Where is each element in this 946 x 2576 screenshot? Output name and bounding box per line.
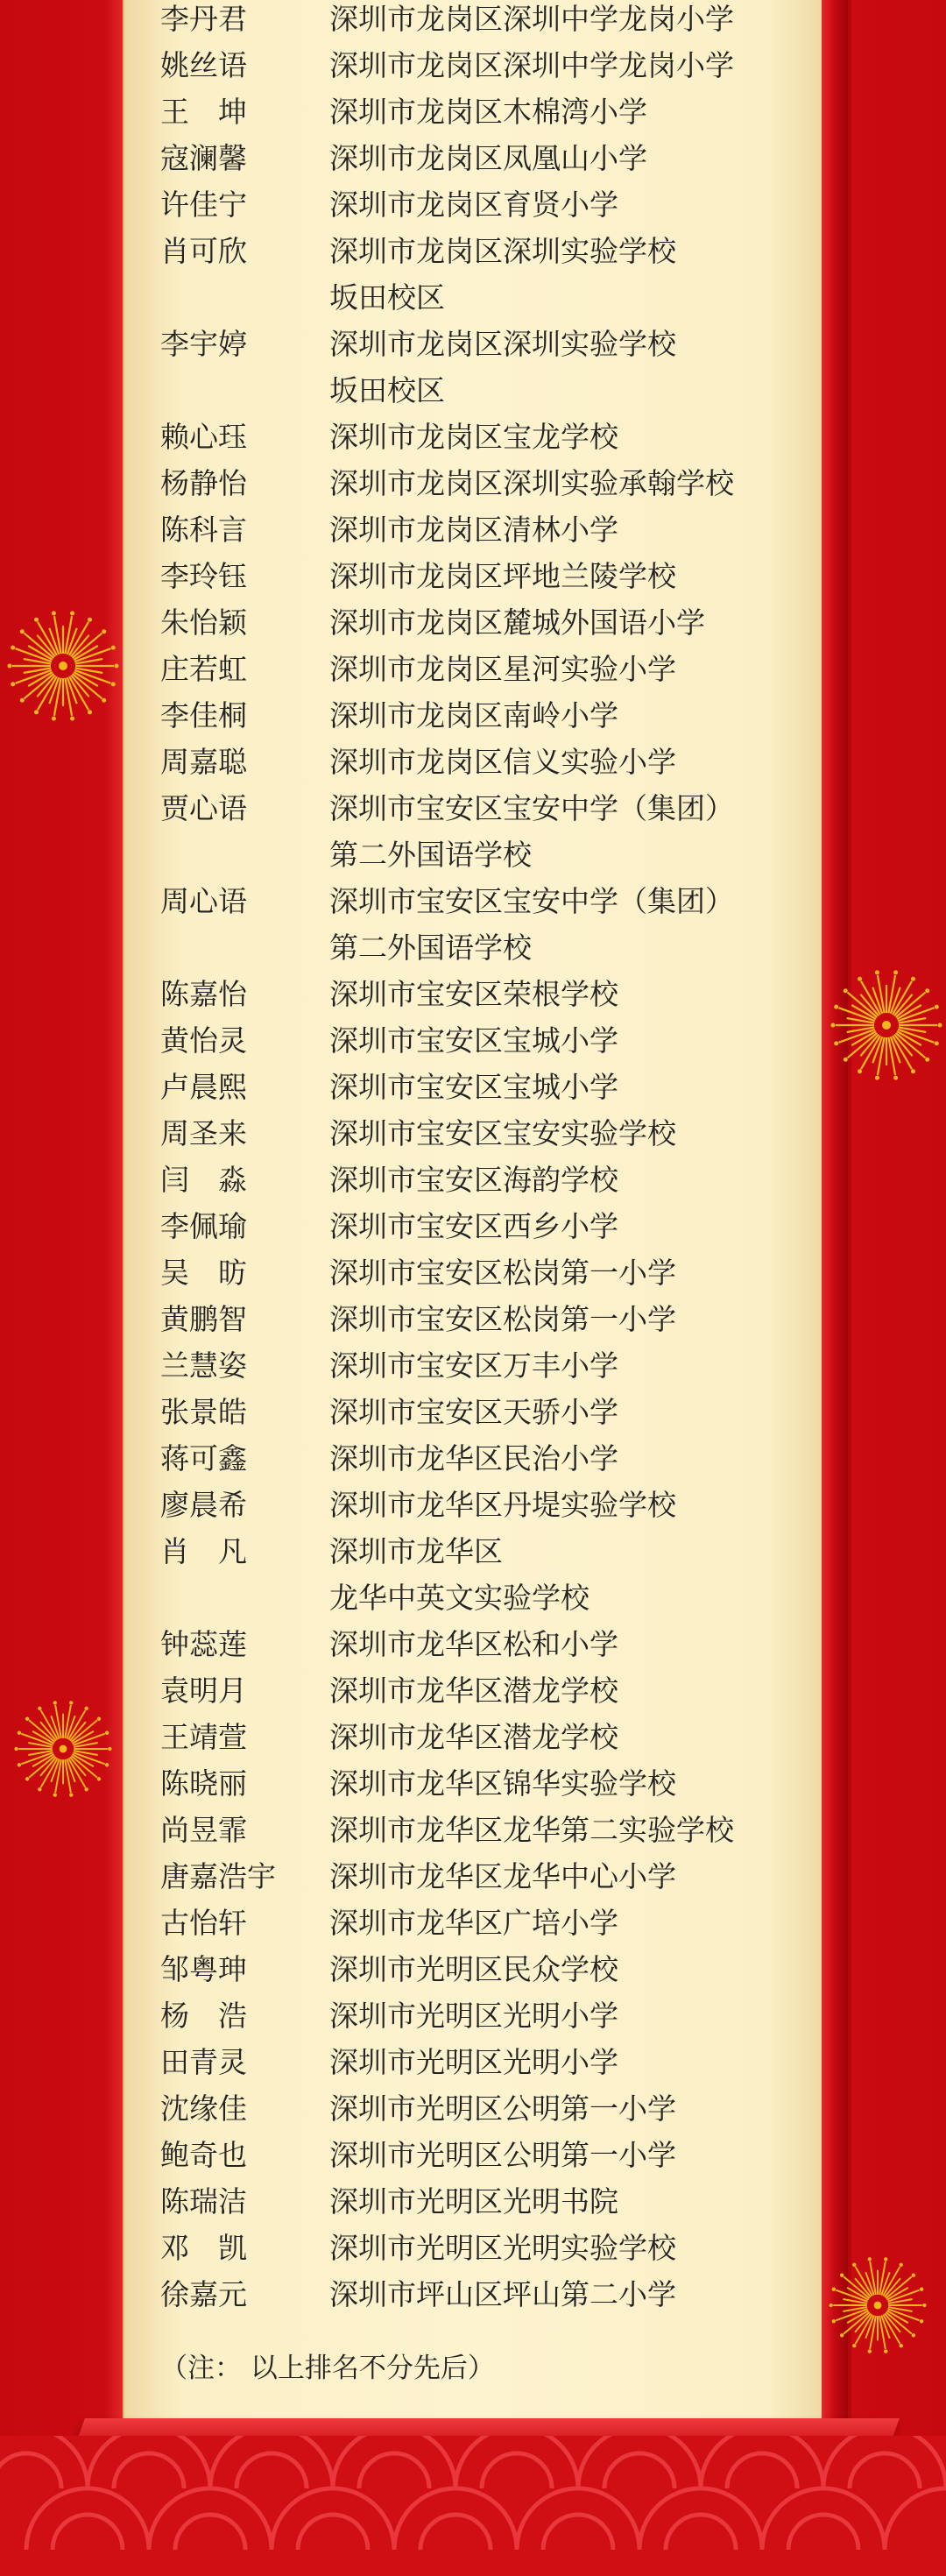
student-name: 周嘉聪: [160, 745, 247, 779]
list-item: [0, 878, 946, 924]
note-text: （注： 以上排名不分先后）: [160, 2353, 495, 2384]
student-name: 寇澜馨: [160, 141, 247, 175]
list-item: [0, 1157, 946, 1203]
list-item: [0, 971, 946, 1017]
student-name: 朱怡颖: [160, 605, 247, 640]
list-item: [0, 1064, 946, 1110]
student-name: 王靖萱: [160, 1720, 247, 1754]
school-name: 深圳市宝安区宝安中学（集团）: [329, 791, 734, 825]
school-name-continued: 第二外国语学校: [329, 931, 532, 965]
list-item: [0, 1946, 946, 1992]
student-name: 邹粤珅: [160, 1952, 247, 1986]
school-name: 深圳市龙岗区信义实验小学: [329, 745, 676, 779]
school-name: 深圳市龙华区龙华中心小学: [329, 1859, 676, 1893]
list-item: [0, 1760, 946, 1807]
firework-icon: [14, 1700, 112, 1798]
firework-icon: [829, 2256, 927, 2354]
school-name: 深圳市龙华区: [329, 1534, 503, 1568]
school-name-continued: 坂田校区: [329, 280, 445, 315]
list-item: [0, 88, 946, 135]
student-name: 陈晓丽: [160, 1766, 247, 1801]
list-item: [0, 739, 946, 785]
student-name: 吴 昉: [160, 1256, 247, 1290]
school-name: 深圳市宝安区宝城小学: [329, 1023, 618, 1058]
list-item: [0, 1435, 946, 1482]
student-name: 尚昱霏: [160, 1813, 247, 1847]
student-name: 黄怡灵: [160, 1023, 247, 1058]
student-name: 闫 淼: [160, 1163, 247, 1197]
school-name: 深圳市光明区公明第一小学: [329, 2091, 676, 2126]
school-name: 深圳市龙华区潜龙学校: [329, 1674, 618, 1708]
list-item: [0, 785, 946, 832]
school-name: 深圳市龙岗区星河实验小学: [329, 652, 676, 686]
student-name: 周圣来: [160, 1116, 247, 1150]
list-item: [0, 1249, 946, 1296]
student-name: 庄若虹: [160, 652, 247, 686]
student-name: 田青灵: [160, 2045, 247, 2079]
student-name: 张景皓: [160, 1395, 247, 1429]
school-name: 深圳市宝安区荣根学校: [329, 977, 618, 1011]
list-item: [0, 1714, 946, 1760]
school-name-continued: 第二外国语学校: [329, 838, 532, 872]
school-name: 深圳市龙岗区深圳实验承翰学校: [329, 466, 734, 500]
student-name: 贾心语: [160, 791, 247, 825]
list-item: [0, 2085, 946, 2132]
student-name: 李丹君: [160, 2, 247, 36]
list-item: [0, 1992, 946, 2039]
list-item: [0, 2271, 946, 2318]
school-name: 深圳市龙岗区育贤小学: [329, 188, 618, 222]
list-item: [0, 135, 946, 181]
list-item: [0, 2132, 946, 2178]
student-name: 唐嘉浩宇: [160, 1859, 276, 1893]
student-name: 邓 凯: [160, 2231, 247, 2265]
list-item: [0, 460, 946, 506]
list-item: [0, 0, 946, 42]
school-name: 深圳市光明区光明小学: [329, 1999, 618, 2033]
school-name: 深圳市龙岗区宝龙学校: [329, 420, 618, 454]
student-name: 兰慧姿: [160, 1348, 247, 1383]
school-name: 深圳市龙华区锦华实验学校: [329, 1766, 676, 1801]
school-name: 深圳市光明区光明小学: [329, 2045, 618, 2079]
school-name: 深圳市龙岗区南岭小学: [329, 698, 618, 732]
list-item: [0, 228, 946, 274]
school-name: 深圳市龙华区松和小学: [329, 1627, 618, 1661]
school-name: 深圳市光明区光明书院: [329, 2184, 618, 2219]
student-name: 李玲钰: [160, 559, 247, 593]
school-name: 深圳市宝安区松岗第一小学: [329, 1302, 676, 1336]
list-item: [0, 2225, 946, 2271]
student-name: 肖 凡: [160, 1534, 247, 1568]
student-name: 黄鹏智: [160, 1302, 247, 1336]
list-item: [0, 1296, 946, 1342]
student-name: 鲍奇也: [160, 2138, 247, 2172]
school-name: 深圳市龙华区潜龙学校: [329, 1720, 618, 1754]
school-name-continued: 坂田校区: [329, 373, 445, 407]
school-name: 深圳市龙岗区坪地兰陵学校: [329, 559, 676, 593]
school-name: 深圳市龙岗区凤凰山小学: [329, 141, 647, 175]
list-item: [0, 2178, 946, 2225]
list-item: [0, 2039, 946, 2085]
student-name: 李佳桐: [160, 698, 247, 732]
list-item: [0, 1203, 946, 1249]
list-item: [0, 414, 946, 460]
student-name: 许佳宁: [160, 188, 247, 222]
school-name: 深圳市龙华区丹堤实验学校: [329, 1488, 676, 1522]
list-item: [0, 1667, 946, 1714]
student-name: 蒋可鑫: [160, 1441, 247, 1476]
student-name: 周心语: [160, 884, 247, 918]
school-name: 深圳市光明区光明实验学校: [329, 2231, 676, 2265]
list-item: [0, 1528, 946, 1575]
list-item: [0, 1482, 946, 1528]
wave-pattern: [0, 2436, 946, 2576]
firework-icon: [830, 969, 942, 1081]
student-name: 钟蕊莲: [160, 1627, 247, 1661]
school-name: 深圳市宝安区宝安实验学校: [329, 1116, 676, 1150]
list-item: [0, 646, 946, 692]
list-item: [0, 181, 946, 228]
student-name: 袁明月: [160, 1674, 247, 1708]
list-item: [0, 506, 946, 553]
school-name: 深圳市宝安区西乡小学: [329, 1209, 618, 1243]
student-name: 廖晨希: [160, 1488, 247, 1522]
school-name: 深圳市宝安区海韵学校: [329, 1163, 618, 1197]
list-item: [0, 1342, 946, 1389]
list-item: [0, 1853, 946, 1900]
student-name: 陈科言: [160, 513, 247, 547]
student-name: 古怡轩: [160, 1906, 247, 1940]
school-name: 深圳市龙岗区深圳实验学校: [329, 327, 676, 361]
list-item: [0, 1621, 946, 1667]
student-name: 卢晨熙: [160, 1070, 247, 1104]
school-name: 深圳市宝安区万丰小学: [329, 1348, 618, 1383]
student-name: 杨 浩: [160, 1999, 247, 2033]
student-name: 李宇婷: [160, 327, 247, 361]
list-item: [0, 1807, 946, 1853]
school-name: 深圳市龙华区广培小学: [329, 1906, 618, 1940]
school-name-continued: 龙华中英文实验学校: [329, 1581, 589, 1615]
list-item: [0, 599, 946, 646]
firework-icon: [7, 610, 119, 722]
student-name: 徐嘉元: [160, 2277, 247, 2311]
school-name: 深圳市龙华区民治小学: [329, 1441, 618, 1476]
school-name: 深圳市龙华区龙华第二实验学校: [329, 1813, 734, 1847]
school-name: 深圳市坪山区坪山第二小学: [329, 2277, 676, 2311]
student-name: 王 坤: [160, 95, 247, 129]
student-name: 陈嘉怡: [160, 977, 247, 1011]
school-name: 深圳市宝安区宝城小学: [329, 1070, 618, 1104]
list-item: [0, 1110, 946, 1157]
school-name: 深圳市光明区民众学校: [329, 1952, 618, 1986]
school-name: 深圳市龙岗区深圳中学龙岗小学: [329, 48, 734, 82]
list-item: [0, 321, 946, 367]
school-name: 深圳市龙岗区深圳实验学校: [329, 234, 676, 268]
school-name: 深圳市龙岗区清林小学: [329, 513, 618, 547]
school-name: 深圳市宝安区宝安中学（集团）: [329, 884, 734, 918]
list-item: [0, 553, 946, 599]
list-item: [0, 1900, 946, 1946]
school-name: 深圳市宝安区天骄小学: [329, 1395, 618, 1429]
list-item: [0, 42, 946, 88]
school-name: 深圳市宝安区松岗第一小学: [329, 1256, 676, 1290]
school-name: 深圳市龙岗区深圳中学龙岗小学: [329, 2, 734, 36]
student-name: 李佩瑜: [160, 1209, 247, 1243]
student-name: 杨静怡: [160, 466, 247, 500]
student-name: 沈缘佳: [160, 2091, 247, 2126]
list-item: [0, 1389, 946, 1435]
school-name: 深圳市龙岗区麓城外国语小学: [329, 605, 705, 640]
list-item: [0, 692, 946, 739]
list-item: [0, 1017, 946, 1064]
student-name: 姚丝语: [160, 48, 247, 82]
student-name: 肖可欣: [160, 234, 247, 268]
school-name: 深圳市龙岗区木棉湾小学: [329, 95, 647, 129]
student-name: 陈瑞洁: [160, 2184, 247, 2219]
school-name: 深圳市光明区公明第一小学: [329, 2138, 676, 2172]
student-name: 赖心珏: [160, 420, 247, 454]
